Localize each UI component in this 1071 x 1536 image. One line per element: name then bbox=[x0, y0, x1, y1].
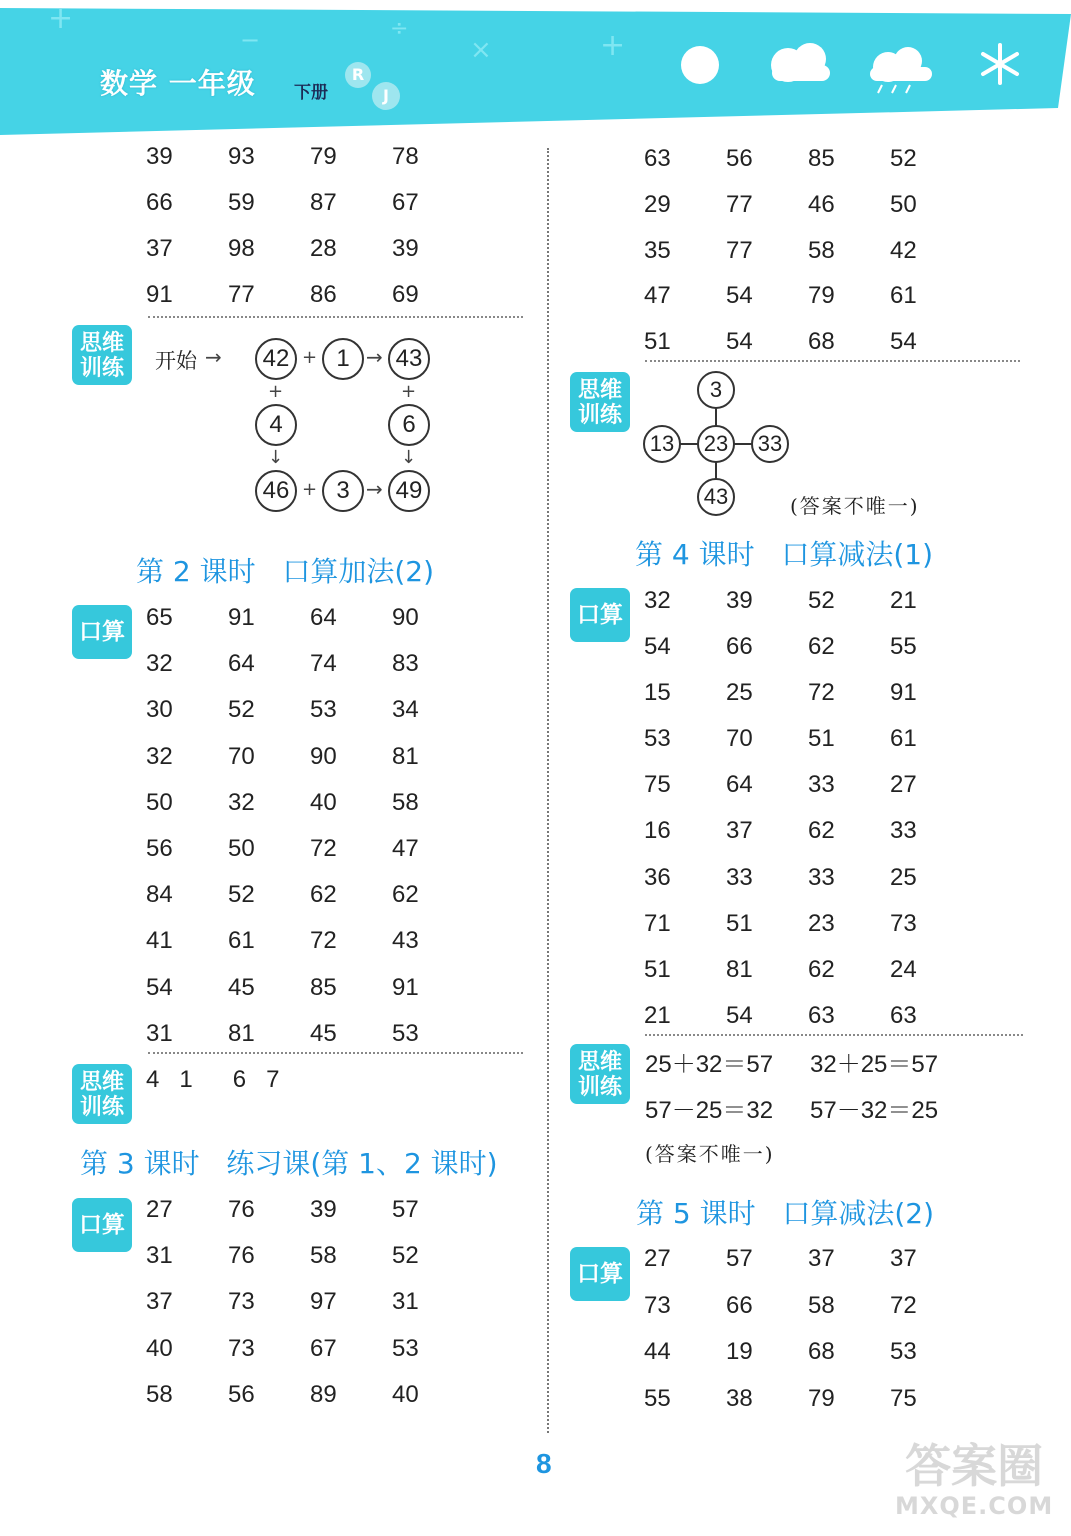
equation: 25＋32＝57 bbox=[645, 1051, 774, 1078]
answer-cell: 21 bbox=[644, 1001, 671, 1029]
left-answer-grid-2 bbox=[146, 604, 474, 1066]
answer-cell: 74 bbox=[310, 650, 337, 678]
divider bbox=[148, 316, 523, 318]
answer-cell: 86 bbox=[310, 281, 337, 308]
answer-cell: 61 bbox=[890, 282, 917, 310]
answer-row bbox=[644, 191, 972, 237]
answer-cell: 39 bbox=[726, 587, 753, 614]
answer-cell: 69 bbox=[392, 281, 419, 308]
answer-row bbox=[146, 835, 474, 881]
plus-sign: + bbox=[401, 381, 417, 402]
flow-node: 1 bbox=[322, 338, 364, 380]
answer-cell: 33 bbox=[808, 863, 835, 891]
answer-row bbox=[146, 143, 474, 189]
answer-cell: 37 bbox=[146, 1288, 173, 1316]
answer-cell: 55 bbox=[890, 633, 917, 661]
flow-node: 46 bbox=[255, 470, 297, 512]
answer-cell: 31 bbox=[146, 1242, 173, 1270]
answer-cell: 72 bbox=[310, 834, 337, 862]
answer-cell: 57 bbox=[726, 1245, 753, 1272]
answer-row bbox=[644, 282, 972, 328]
book-title: 数学 一年级 bbox=[100, 67, 256, 100]
answer-cell: 90 bbox=[310, 742, 337, 770]
answer-cell: 50 bbox=[890, 190, 917, 218]
flow-arrow: → bbox=[366, 477, 383, 501]
answer-cell: 42 bbox=[890, 236, 917, 264]
answer-cell: 58 bbox=[808, 1291, 835, 1319]
answer-cell: 30 bbox=[146, 696, 173, 724]
answer-cell: 98 bbox=[228, 235, 255, 262]
answer-cell: 61 bbox=[890, 725, 917, 753]
answer-cell: 45 bbox=[310, 1019, 337, 1047]
snowflake-icon bbox=[983, 45, 1017, 83]
sun-icon bbox=[681, 46, 719, 84]
answer-cell: 40 bbox=[310, 788, 337, 816]
answer-row bbox=[644, 771, 972, 817]
start-label: 开始 bbox=[155, 349, 197, 373]
answer-cell: 50 bbox=[228, 834, 255, 862]
answer-cell: 73 bbox=[228, 1334, 255, 1362]
answer-cell: 77 bbox=[228, 281, 255, 308]
answer-cell: 52 bbox=[228, 696, 255, 724]
answer-row bbox=[644, 633, 972, 679]
answer-cell: 62 bbox=[808, 817, 835, 845]
svg-text:+: + bbox=[48, 1, 74, 36]
answer-cell: 90 bbox=[392, 604, 419, 631]
weather-icons bbox=[670, 35, 1050, 105]
answer-cell: 55 bbox=[644, 1384, 671, 1412]
answer-row bbox=[644, 1002, 972, 1048]
answer-row bbox=[146, 1335, 474, 1381]
flow-arrow-down: ↓ bbox=[268, 447, 284, 468]
answer-row bbox=[644, 1292, 972, 1339]
answer-cell: 63 bbox=[808, 1001, 835, 1029]
answer-cell: 54 bbox=[146, 973, 173, 1001]
answer-cell: 67 bbox=[392, 189, 419, 216]
answer-cell: 24 bbox=[890, 955, 917, 983]
answer-cell: 93 bbox=[228, 143, 255, 170]
answer-cell: 59 bbox=[228, 189, 255, 216]
svg-text:×: × bbox=[470, 35, 492, 65]
watermark: 答案圈 MXQE.COM bbox=[895, 1439, 1054, 1520]
answer-cell: 72 bbox=[890, 1291, 917, 1319]
answer-cell: 27 bbox=[644, 1245, 671, 1272]
answer-row bbox=[146, 789, 474, 835]
answer-cell: 81 bbox=[726, 955, 753, 983]
answer-cell: 62 bbox=[808, 955, 835, 983]
answer-row bbox=[644, 956, 972, 1002]
oral-calc-tag: 口算 bbox=[72, 605, 132, 659]
answer-cell: 56 bbox=[146, 834, 173, 862]
answer-cell: 27 bbox=[890, 771, 917, 799]
answer-cell: 16 bbox=[644, 817, 671, 845]
cross-node: 23 bbox=[697, 425, 735, 463]
answer-cell: 37 bbox=[726, 817, 753, 845]
answer-row bbox=[146, 881, 474, 927]
thinking-training-tag: 思维 训练 bbox=[72, 325, 132, 385]
answer-cell: 33 bbox=[808, 771, 835, 799]
cross-node: 33 bbox=[751, 425, 789, 463]
book-volume: 下册 bbox=[294, 83, 328, 103]
header-banner bbox=[0, 0, 1071, 135]
answer-cell: 52 bbox=[890, 145, 917, 172]
answer-cell: 53 bbox=[392, 1019, 419, 1047]
page-number: 8 bbox=[536, 1448, 552, 1479]
answer-cell: 44 bbox=[644, 1338, 671, 1365]
flow-arrow: → bbox=[366, 345, 383, 369]
answer-cell: 23 bbox=[808, 909, 835, 937]
section-heading-5: 第 5 课时 口算减法(2) bbox=[636, 1197, 934, 1230]
answer-cell: 51 bbox=[726, 909, 753, 937]
cross-node: 13 bbox=[643, 425, 681, 463]
answer-cell: 71 bbox=[644, 909, 671, 937]
answer-cell: 39 bbox=[392, 235, 419, 262]
answer-cell: 66 bbox=[726, 633, 753, 661]
plus-sign: + bbox=[268, 381, 284, 402]
answer-row bbox=[146, 604, 474, 650]
answer-cell: 51 bbox=[808, 725, 835, 753]
answer-cell: 75 bbox=[644, 771, 671, 799]
answer-cell: 66 bbox=[146, 189, 173, 216]
answer-cell: 84 bbox=[146, 881, 173, 909]
section-heading-3: 第 3 课时 练习课(第 1、2 课时) bbox=[80, 1147, 498, 1180]
answer-row bbox=[146, 281, 474, 327]
svg-text:÷: ÷ bbox=[390, 16, 409, 41]
cloud-icon bbox=[771, 43, 830, 82]
answer-cell: 85 bbox=[310, 973, 337, 1001]
answer-row bbox=[146, 235, 474, 281]
badge-r: R bbox=[345, 62, 371, 88]
answer-cell: 64 bbox=[726, 771, 753, 799]
answer-cell: 64 bbox=[228, 650, 255, 678]
answer-cell: 37 bbox=[808, 1245, 835, 1272]
answer-cell: 38 bbox=[726, 1384, 753, 1412]
divider bbox=[645, 360, 1020, 362]
equation: 57－32＝25 bbox=[810, 1097, 939, 1124]
answer-cell: 36 bbox=[644, 863, 671, 891]
answer-cell: 40 bbox=[392, 1380, 419, 1408]
flow-node: 4 bbox=[255, 404, 297, 446]
answer-cell: 43 bbox=[392, 927, 419, 955]
answer-cell: 39 bbox=[146, 143, 173, 170]
answer-cell: 51 bbox=[644, 328, 671, 356]
answer-cell: 53 bbox=[310, 696, 337, 724]
answer-not-unique-note: (答案不唯一) bbox=[645, 1142, 775, 1166]
rain-cloud-icon bbox=[870, 47, 932, 93]
answer-cell: 34 bbox=[392, 696, 419, 724]
section-heading-4: 第 4 课时 口算减法(1) bbox=[635, 538, 933, 571]
answer-cell: 21 bbox=[890, 587, 917, 614]
answer-cell: 81 bbox=[392, 742, 419, 770]
answer-cell: 79 bbox=[310, 143, 337, 170]
right-answer-grid-2 bbox=[644, 587, 972, 1048]
thinking-training-tag: 思维 训练 bbox=[570, 1044, 630, 1104]
answer-cell: 45 bbox=[228, 973, 255, 1001]
answer-cell: 29 bbox=[644, 190, 671, 218]
answer-row bbox=[146, 1196, 474, 1242]
flow-node: 6 bbox=[388, 404, 430, 446]
answer-cell: 31 bbox=[392, 1288, 419, 1316]
answer-cell: 54 bbox=[726, 1001, 753, 1029]
answer-cell: 78 bbox=[392, 143, 419, 170]
column-divider bbox=[547, 148, 549, 1433]
answer-cell: 73 bbox=[890, 909, 917, 937]
answer-cell: 27 bbox=[146, 1196, 173, 1223]
answer-cell: 72 bbox=[808, 679, 835, 707]
flow-arrow-down: ↓ bbox=[401, 447, 417, 468]
answer-cell: 58 bbox=[310, 1242, 337, 1270]
answer-cell: 58 bbox=[146, 1380, 173, 1408]
answer-cell: 62 bbox=[392, 881, 419, 909]
answer-row bbox=[644, 725, 972, 771]
answer-cell: 76 bbox=[228, 1196, 255, 1223]
answer-cell: 65 bbox=[146, 604, 173, 631]
answer-cell: 63 bbox=[890, 1001, 917, 1029]
oral-calc-tag: 口算 bbox=[570, 1247, 630, 1301]
answer-cell: 76 bbox=[228, 1242, 255, 1270]
answer-row bbox=[644, 817, 972, 863]
answer-cell: 35 bbox=[644, 236, 671, 264]
answer-row bbox=[146, 189, 474, 235]
answer-row bbox=[146, 1242, 474, 1288]
answer-cell: 73 bbox=[644, 1291, 671, 1319]
answer-cell: 57 bbox=[392, 1196, 419, 1223]
answer-cell: 70 bbox=[228, 742, 255, 770]
answer-cell: 64 bbox=[310, 604, 337, 631]
answer-row bbox=[644, 864, 972, 910]
answer-cell: 46 bbox=[808, 190, 835, 218]
start-arrow: → bbox=[205, 345, 222, 369]
answer-cell: 77 bbox=[726, 236, 753, 264]
svg-text:+: + bbox=[600, 28, 626, 63]
answer-cell: 91 bbox=[392, 973, 419, 1001]
answer-row bbox=[644, 1245, 972, 1292]
answer-cell: 61 bbox=[228, 927, 255, 955]
answer-row bbox=[146, 650, 474, 696]
answer-cell: 28 bbox=[310, 235, 337, 262]
answer-cell: 53 bbox=[392, 1334, 419, 1362]
divider bbox=[645, 1034, 1023, 1036]
equation: 32＋25＝57 bbox=[810, 1051, 939, 1078]
answer-cell: 53 bbox=[890, 1338, 917, 1365]
answer-cell: 31 bbox=[146, 1019, 173, 1047]
answer-cell: 62 bbox=[808, 633, 835, 661]
answer-cell: 72 bbox=[310, 927, 337, 955]
cross-node: 3 bbox=[697, 371, 735, 409]
answer-cell: 58 bbox=[808, 236, 835, 264]
section-heading-2: 第 2 课时 口算加法(2) bbox=[136, 555, 434, 588]
answer-row bbox=[644, 237, 972, 283]
answer-row bbox=[644, 587, 972, 633]
answer-cell: 56 bbox=[726, 145, 753, 172]
answer-cell: 85 bbox=[808, 145, 835, 172]
flow-node: 3 bbox=[322, 470, 364, 512]
flow-node: 49 bbox=[388, 470, 430, 512]
answer-cell: 79 bbox=[808, 282, 835, 310]
answer-cell: 73 bbox=[228, 1288, 255, 1316]
answer-cell: 83 bbox=[392, 650, 419, 678]
answer-cell: 41 bbox=[146, 927, 173, 955]
answer-cell: 25 bbox=[726, 679, 753, 707]
answer-cell: 52 bbox=[808, 587, 835, 614]
answer-cell: 15 bbox=[644, 679, 671, 707]
answer-cell: 53 bbox=[644, 725, 671, 753]
divider bbox=[148, 1052, 523, 1054]
right-answer-grid-3 bbox=[644, 1245, 972, 1431]
plus-sign: + bbox=[302, 347, 318, 368]
answer-cell: 81 bbox=[228, 1019, 255, 1047]
answer-cell: 58 bbox=[392, 788, 419, 816]
left-answer-grid-3 bbox=[146, 1196, 474, 1427]
answer-cell: 52 bbox=[392, 1242, 419, 1270]
answer-cell: 91 bbox=[890, 679, 917, 707]
answer-cell: 70 bbox=[726, 725, 753, 753]
flow-node: 43 bbox=[388, 338, 430, 380]
answer-cell: 37 bbox=[890, 1245, 917, 1272]
answer-cell: 39 bbox=[310, 1196, 337, 1223]
answer-row bbox=[146, 927, 474, 973]
answer-row bbox=[146, 1020, 474, 1066]
answer-cell: 56 bbox=[228, 1380, 255, 1408]
answer-cell: 52 bbox=[228, 881, 255, 909]
answer-row bbox=[146, 1288, 474, 1334]
answer-cell: 47 bbox=[644, 282, 671, 310]
answer-row bbox=[146, 974, 474, 1020]
thinking-training-tag: 思维 训练 bbox=[570, 372, 630, 432]
answer-cell: 47 bbox=[392, 834, 419, 862]
answer-cell: 50 bbox=[146, 788, 173, 816]
answer-row bbox=[146, 696, 474, 742]
answer-cell: 32 bbox=[146, 742, 173, 770]
answer-cell: 32 bbox=[146, 650, 173, 678]
answer-cell: 66 bbox=[726, 1291, 753, 1319]
answer-cell: 25 bbox=[890, 863, 917, 891]
answer-cell: 51 bbox=[644, 955, 671, 983]
answer-row bbox=[146, 1381, 474, 1427]
thinking-answer: 4 1 6 7 bbox=[146, 1066, 280, 1093]
answer-cell: 54 bbox=[644, 633, 671, 661]
answer-row bbox=[644, 1385, 972, 1432]
answer-cell: 89 bbox=[310, 1380, 337, 1408]
answer-row bbox=[644, 145, 972, 191]
svg-text:−: − bbox=[240, 26, 261, 54]
answer-cell: 91 bbox=[146, 281, 173, 308]
answer-cell: 32 bbox=[228, 788, 255, 816]
badge-j: J bbox=[372, 82, 400, 110]
cross-node: 43 bbox=[697, 478, 735, 516]
answer-cell: 63 bbox=[644, 145, 671, 172]
answer-cell: 40 bbox=[146, 1334, 173, 1362]
flow-node: 42 bbox=[255, 338, 297, 380]
answer-row bbox=[644, 910, 972, 956]
answer-row bbox=[644, 1338, 972, 1385]
answer-cell: 54 bbox=[726, 282, 753, 310]
answer-cell: 62 bbox=[310, 881, 337, 909]
answer-cell: 19 bbox=[726, 1338, 753, 1365]
answer-cell: 33 bbox=[890, 817, 917, 845]
answer-cell: 67 bbox=[310, 1334, 337, 1362]
answer-cell: 37 bbox=[146, 235, 173, 262]
answer-row bbox=[644, 328, 972, 374]
answer-cell: 33 bbox=[726, 863, 753, 891]
answer-cell: 54 bbox=[890, 328, 917, 356]
answer-cell: 97 bbox=[310, 1288, 337, 1316]
answer-row bbox=[146, 743, 474, 789]
answer-cell: 77 bbox=[726, 190, 753, 218]
answer-cell: 75 bbox=[890, 1384, 917, 1412]
answer-cell: 32 bbox=[644, 587, 671, 614]
thinking-training-tag: 思维 训练 bbox=[72, 1064, 132, 1124]
right-answer-grid-1 bbox=[644, 145, 972, 374]
answer-cell: 68 bbox=[808, 1338, 835, 1365]
answer-row bbox=[644, 679, 972, 725]
plus-sign: + bbox=[302, 479, 318, 500]
answer-cell: 68 bbox=[808, 328, 835, 356]
left-answer-grid-1 bbox=[146, 143, 474, 327]
answer-cell: 91 bbox=[228, 604, 255, 631]
answer-not-unique-note: (答案不唯一) bbox=[790, 494, 920, 518]
answer-cell: 87 bbox=[310, 189, 337, 216]
answer-cell: 79 bbox=[808, 1384, 835, 1412]
oral-calc-tag: 口算 bbox=[72, 1198, 132, 1252]
answer-cell: 54 bbox=[726, 328, 753, 356]
oral-calc-tag: 口算 bbox=[570, 588, 630, 642]
equation: 57－25＝32 bbox=[645, 1097, 774, 1124]
